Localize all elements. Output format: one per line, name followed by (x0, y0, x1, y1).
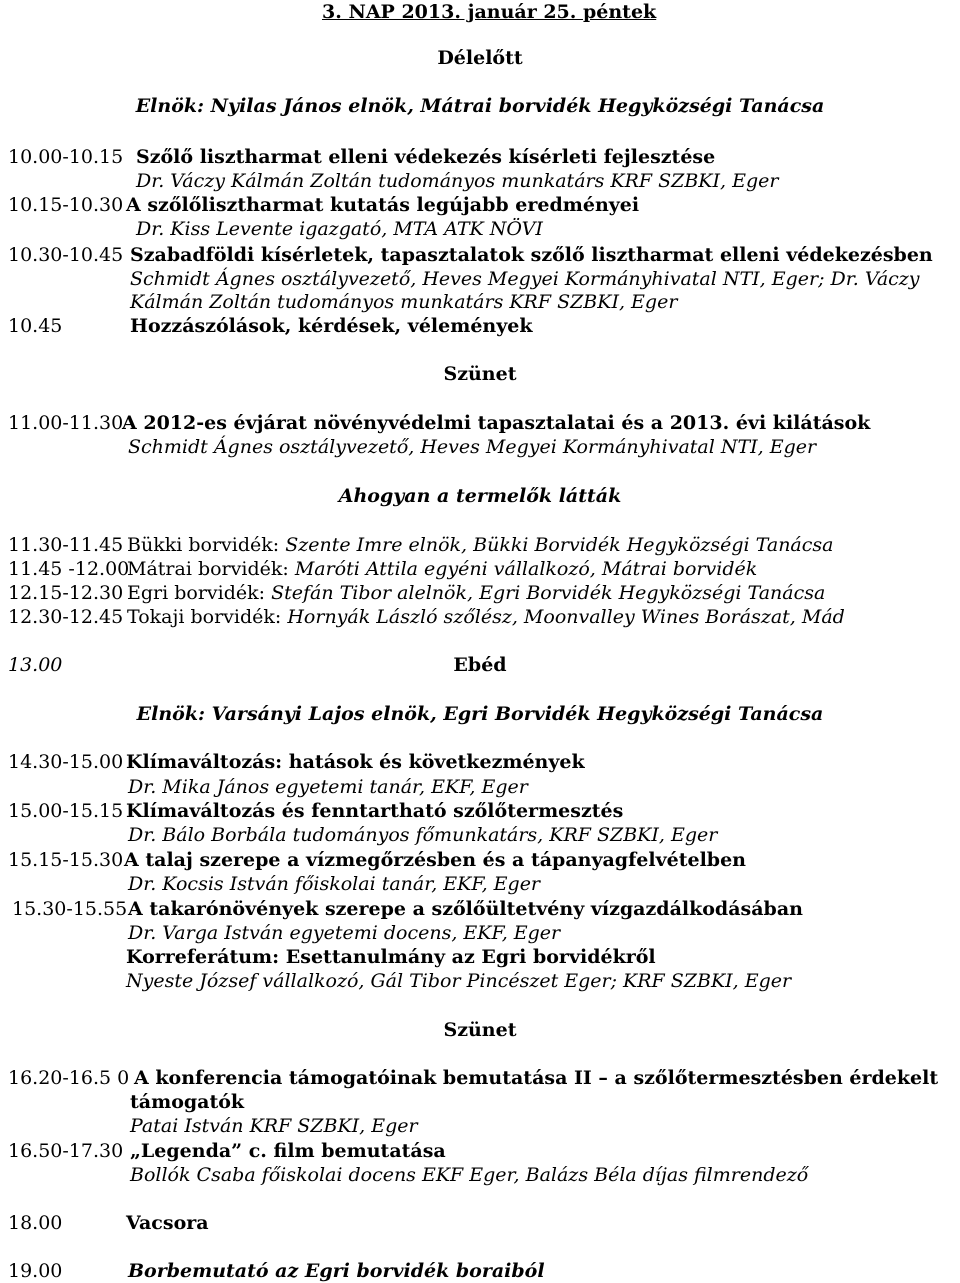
grower-person: Stefán Tibor alelnök, Egri Borvidék Hegyközségi Tanácsa (271, 582, 826, 604)
session-speaker: Patai István KRF SZBKI, Eger (130, 1115, 418, 1137)
session-speaker: Dr. Mika János egyetemi tanár, EKF, Eger (128, 776, 528, 798)
grower-region: Mátrai borvidék: (127, 558, 289, 580)
session-time: 15.30-15.55 (12, 898, 128, 920)
session-time: 14.30-15.00 (8, 751, 124, 773)
session-title: Szabadföldi kísérletek, tapasztalatok szőlő lisztharmat elleni védekezésben (130, 244, 933, 266)
grower-time: 11.30-11.45 (8, 534, 124, 556)
break-heading: Szünet (443, 1019, 517, 1041)
grower-row (127, 557, 757, 581)
session-title: „Legenda” c. film bemutatása (130, 1140, 446, 1162)
korreferatum-title: Korreferátum: Esettanulmány az Egri borvidékről (126, 946, 656, 968)
session-speaker: Bollók Csaba főiskolai docens EKF Eger, Balázs Béla díjas filmrendező (130, 1164, 809, 1186)
session-speaker: Schmidt Ágnes osztályvezető, Heves Megyei Kormányhivatal NTI, Eger (128, 436, 817, 458)
session-time: 10.30-10.45 (8, 244, 124, 266)
grower-region: Tokaji borvidék: (127, 606, 282, 628)
wine-label: Borbemutató az Egri borvidék boraiból (128, 1260, 545, 1282)
grower-person: Szente Imre elnök, Bükki Borvidék Hegyközségi Tanácsa (285, 534, 834, 556)
session-title: A szőlőlisztharmat kutatás legújabb eredményei (126, 194, 640, 216)
session-title: Szőlő lisztharmat elleni védekezés kísérleti fejlesztése (136, 146, 716, 168)
session-title: Klímaváltozás és fenntartható szőlőtermesztés (126, 800, 624, 822)
session-speaker: Dr. Varga István egyetemi docens, EKF, Eger (128, 922, 561, 944)
session-title: A takarónövények szerepe a szőlőültetvény vízgazdálkodásában (128, 898, 803, 920)
break-heading: Szünet (443, 363, 517, 385)
grower-row (127, 605, 845, 629)
page-title: 3. NAP 2013. január 25. péntek (322, 1, 657, 23)
session-speaker: Dr. Váczy Kálmán Zoltán tudományos munkatárs KRF SZBKI, Eger (136, 170, 779, 192)
growers-heading: Ahogyan a termelők látták (338, 485, 622, 507)
session-speaker: Dr. Bálo Borbála tudományos főmunkatárs, KRF SZBKI, Eger (128, 824, 718, 846)
session-time: 10.00-10.15 (8, 146, 124, 168)
session-title: A 2012-es évjárat növényvédelmi tapasztalatai és a 2013. évi kilátások (122, 412, 871, 434)
grower-row (127, 533, 833, 557)
grower-time: 12.30-12.45 (8, 606, 124, 628)
grower-time: 11.45 -12.00 (8, 558, 130, 580)
session-time: 10.45 (8, 315, 63, 337)
grower-region: Egri borvidék: (127, 582, 266, 604)
session-title: A konferencia támogatóinak bemutatása II – a szőlőtermesztésben érdekelt (134, 1067, 939, 1089)
lunch-label: Ebéd (453, 654, 507, 676)
lunch-time: 13.00 (8, 654, 63, 676)
session-time: 11.00-11.30 (8, 412, 124, 434)
grower-region: Bükki borvidék: (127, 534, 280, 556)
session-time: 15.00-15.15 (8, 800, 124, 822)
grower-row (127, 581, 825, 605)
session-title: támogatók (130, 1091, 245, 1113)
chair-2: Elnök: Varsányi Lajos elnök, Egri Borvidék Hegyközségi Tanácsa (136, 703, 824, 725)
session-time: 10.15-10.30 (8, 194, 124, 216)
grower-time: 12.15-12.30 (8, 582, 124, 604)
session-time: 16.50-17.30 (8, 1140, 124, 1162)
morning-heading: Délelőtt (437, 47, 523, 69)
session-title: Klímaváltozás: hatások és következmények (126, 751, 585, 773)
korreferatum-speaker: Nyeste József vállalkozó, Gál Tibor Pincészet Eger; KRF SZBKI, Eger (126, 970, 792, 992)
session-time: 16.20-16.5 0 (8, 1067, 130, 1089)
session-speaker: Kálmán Zoltán tudományos munkatárs KRF SZBKI, Eger (130, 291, 678, 313)
grower-person: Maróti Attila egyéni vállalkozó, Mátrai borvidék (294, 558, 758, 580)
wine-time: 19.00 (8, 1260, 63, 1282)
session-title: Hozzászólások, kérdések, vélemények (130, 315, 533, 337)
grower-person: Hornyák László szőlész, Moonvalley Wines Borászat, Mád (287, 606, 845, 628)
session-speaker: Schmidt Ágnes osztályvezető, Heves Megyei Kormányhivatal NTI, Eger; Dr. Váczy (130, 268, 920, 290)
dinner-time: 18.00 (8, 1212, 63, 1234)
chair-1: Elnök: Nyilas János elnök, Mátrai borvidék Hegyközségi Tanácsa (135, 95, 825, 117)
session-speaker: Dr. Kiss Levente igazgató, MTA ATK NÖVI (136, 218, 543, 240)
dinner-label: Vacsora (126, 1212, 209, 1234)
session-time: 15.15-15.30 (8, 849, 124, 871)
session-speaker: Dr. Kocsis István főiskolai tanár, EKF, Eger (128, 873, 541, 895)
session-title: A talaj szerepe a vízmegőrzésben és a tápanyagfelvételben (124, 849, 746, 871)
